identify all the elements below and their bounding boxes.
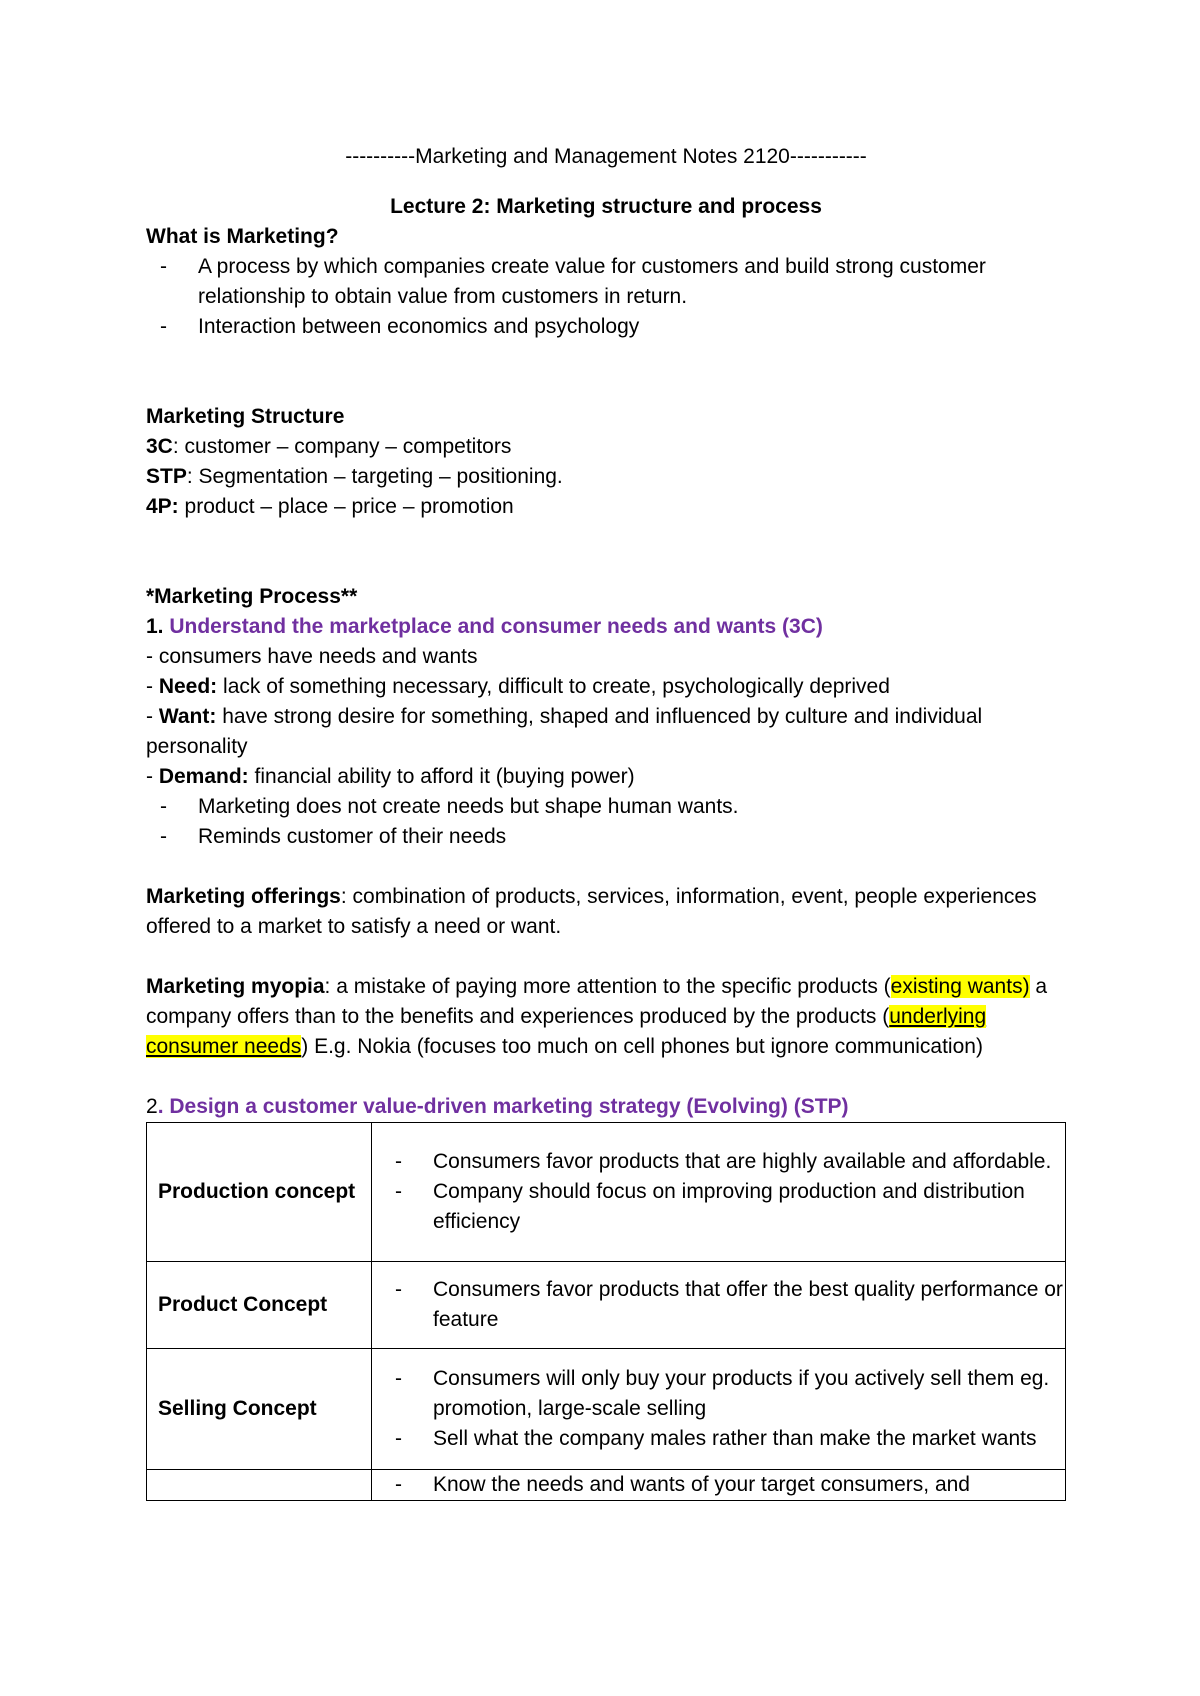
needs-wants-line: - consumers have needs and wants (146, 645, 478, 668)
lecture-title: Lecture 2: Marketing structure and process (390, 195, 822, 218)
marketing-offerings (146, 882, 1066, 942)
structure-line-4p (146, 492, 1066, 522)
offerings-label: Marketing offerings (146, 885, 341, 908)
step-number: 1. (146, 615, 164, 638)
table-row (147, 1470, 1066, 1501)
table-row (147, 1349, 1066, 1470)
concept-name: Product Concept (147, 1262, 372, 1349)
document-page (146, 142, 1066, 1501)
marketing-structure-heading: Marketing Structure (146, 405, 345, 428)
myopia-label: Marketing myopia (146, 975, 325, 998)
concept-name: Selling Concept (147, 1349, 372, 1470)
need-definition: - Need: lack of something necessary, difficult to create, psychologically deprived (146, 675, 890, 698)
list-item: - Reminds customer of their needs (146, 822, 1066, 852)
structure-line-stp (146, 462, 1066, 492)
list-item: - Consumers favor products that offer the best quality performance or feature (372, 1275, 1065, 1335)
list-item: - Consumers will only buy your products if you actively sell them eg. promotion, large-scale selling (372, 1364, 1065, 1424)
concept-points (372, 1470, 1066, 1501)
want-text: have strong desire for something, shaped and influenced by culture and individual personality (146, 705, 983, 758)
structure-line-3c (146, 432, 1066, 462)
concept-points (372, 1123, 1066, 1262)
demand-text: financial ability to afford it (buying power) (248, 765, 635, 788)
structure-label: STP (146, 465, 187, 488)
step-title: . Design a customer value-driven marketing strategy (Evolving) (STP) (157, 1095, 849, 1118)
demand-definition: - Demand: financial ability to afford it (buying power) (146, 765, 635, 788)
myopia-text: ) E.g. Nokia (focuses too much on cell phones but ignore communication) (301, 1035, 983, 1058)
step-1-notes (146, 792, 1066, 852)
marketing-process-heading: *Marketing Process** (146, 585, 358, 608)
need-label: Need: (158, 675, 218, 698)
concept-points (372, 1349, 1066, 1470)
list-item: - Sell what the company males rather than make the market wants (372, 1424, 1065, 1454)
step-number: 2 (146, 1095, 158, 1118)
structure-text: : customer – company – competitors (172, 435, 512, 458)
step-2-heading (146, 1092, 1066, 1122)
step-title: Understand the marketplace and consumer needs and wants (3C) (163, 615, 823, 638)
highlight-existing-wants: existing wants) (890, 975, 1030, 998)
list-item: - Marketing does not create needs but shape human wants. (146, 792, 1066, 822)
concept-points (372, 1262, 1066, 1349)
structure-text: : Segmentation – targeting – positioning. (186, 465, 563, 488)
what-is-marketing-list (146, 252, 1066, 342)
myopia-text: : a mistake of paying more attention to the specific products ( (324, 975, 891, 998)
list-item: - Know the needs and wants of your target consumers, and (372, 1470, 1065, 1500)
what-is-marketing-heading: What is Marketing? (146, 225, 339, 248)
step-1-heading (146, 612, 1066, 642)
need-text: lack of something necessary, difficult to create, psychologically deprived (217, 675, 890, 698)
list-item: - A process by which companies create value for customers and build strong customer relationship to obtain value from customers in return. (146, 252, 1066, 312)
list-item: - Company should focus on improving production and distribution efficiency (372, 1177, 1065, 1237)
myopia-text: a company offers than to the benefits and experiences produced by the products ( (146, 975, 1048, 1028)
table-row (147, 1262, 1066, 1349)
concept-name: Production concept (147, 1123, 372, 1262)
list-item: - Interaction between economics and psychology (146, 312, 1066, 342)
structure-text: product – place – price – promotion (178, 495, 514, 518)
structure-label: 4P: (146, 495, 179, 518)
list-item: - Consumers favor products that are highly available and affordable. (372, 1147, 1065, 1177)
want-definition: - Want: have strong desire for something, shaped and influenced by culture and individual personality (146, 705, 983, 758)
structure-label: 3C (146, 435, 173, 458)
demand-label: Demand: (158, 765, 249, 788)
document-header: ----------Marketing and Management Notes 2120----------- (345, 145, 867, 168)
table-row (147, 1123, 1066, 1262)
highlight-underlying-needs: underlying consumer needs (146, 1005, 987, 1058)
marketing-concepts-table (146, 1122, 1066, 1501)
offerings-text: : combination of products, services, information, event, people experiences offered to a market to satisfy a need or want. (146, 885, 1037, 938)
want-label: Want: (158, 705, 217, 728)
concept-name (147, 1470, 372, 1501)
marketing-myopia (146, 972, 1066, 1062)
